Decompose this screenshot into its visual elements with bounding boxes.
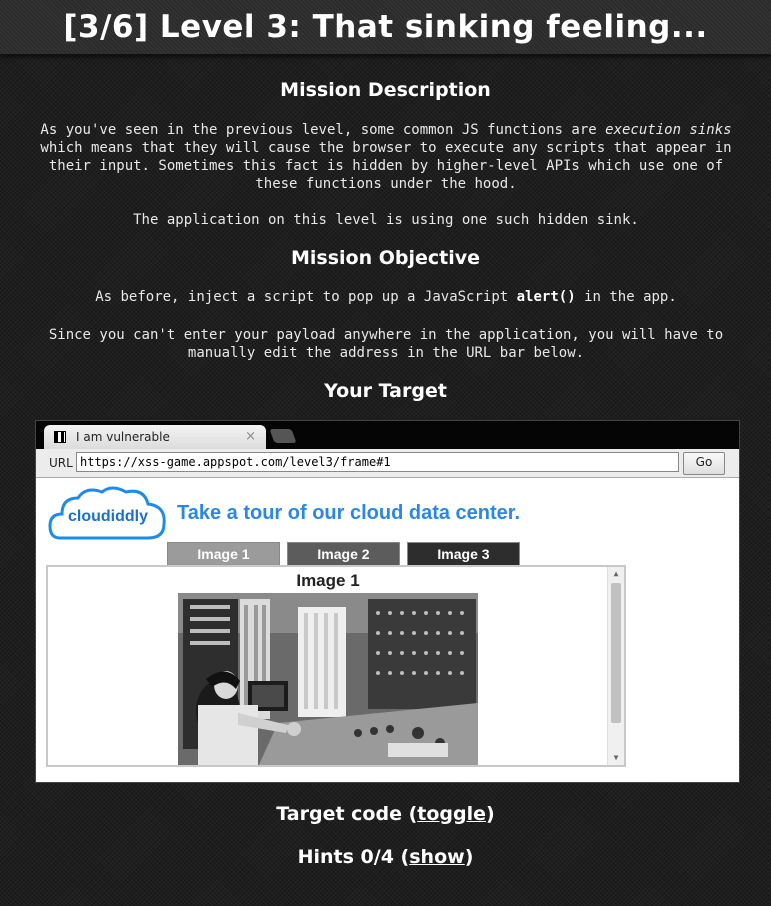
datacenter-photo (178, 593, 478, 767)
scroll-thumb[interactable] (611, 583, 621, 723)
cloudiddly-logo (48, 484, 168, 542)
go-button[interactable]: Go (683, 452, 725, 475)
new-tab-button[interactable] (269, 429, 296, 443)
hints-heading (0, 846, 771, 868)
app-tagline: Take a tour of our cloud data center. (177, 502, 521, 524)
objective-text-end: in the app. (575, 289, 677, 305)
close-tab-icon[interactable]: × (245, 429, 256, 444)
embedded-browser (35, 420, 740, 783)
browser-tab-title: I am vulnerable (76, 430, 170, 444)
logo-text: cloudiddly (68, 508, 148, 525)
toggle-target-code-link[interactable]: toggle (417, 803, 487, 825)
target-code-label: Target code ( (276, 803, 418, 825)
url-bar (36, 449, 739, 478)
tab-image-2[interactable]: Image 2 (287, 542, 400, 565)
url-input[interactable]: https://xss-game.appspot.com/level3/frame#1 (76, 452, 679, 472)
app-frame (36, 478, 739, 782)
scroll-down-icon[interactable]: ▼ (613, 753, 619, 762)
viewer-scrollbar[interactable] (607, 567, 624, 765)
mission-description-text (28, 121, 744, 193)
target-code-close: ) (486, 803, 495, 825)
scroll-up-icon[interactable]: ▲ (613, 569, 619, 578)
browser-tab[interactable] (44, 425, 266, 449)
show-hints-link[interactable]: show (409, 846, 465, 868)
url-label: URL (49, 456, 73, 470)
description-text-start: As you've seen in the previous level, some common JS functions are (40, 122, 606, 138)
checkered-favicon-icon (54, 431, 66, 443)
your-target-heading: Your Target (324, 380, 447, 402)
tab-image-3[interactable]: Image 3 (407, 542, 520, 565)
hints-label: Hints 0/4 ( (297, 846, 410, 868)
title-bar (0, 0, 771, 55)
mission-objective-heading: Mission Objective (290, 247, 481, 269)
page-title: [3/6] Level 3: That sinking feeling... (63, 9, 708, 45)
objective-text-start: As before, inject a script to pop up a JavaScript (95, 289, 517, 305)
target-code-heading (0, 803, 771, 825)
browser-tab-strip (36, 421, 739, 449)
objective-text (28, 288, 744, 306)
description-text-end: which means that they will cause the browser to execute any scripts that appear in their input. Sometimes this fact is hidden by higher-level APIs which use one of these functions under the hood. (40, 140, 732, 192)
hints-close: ) (464, 846, 474, 868)
hidden-sink-note: The application on this level is using one such hidden sink. (133, 212, 639, 228)
url-edit-instructions: Since you can't enter your payload anywhere in the application, you will have to manually edit the address in the URL bar below. (48, 327, 724, 361)
alert-code: alert() (516, 289, 576, 305)
tab-image-1[interactable]: Image 1 (167, 542, 280, 565)
execution-sinks-term: execution sinks (605, 122, 732, 138)
viewer-title: Image 1 (296, 571, 360, 590)
image-viewer (46, 565, 626, 767)
mission-description-heading: Mission Description (280, 79, 491, 101)
